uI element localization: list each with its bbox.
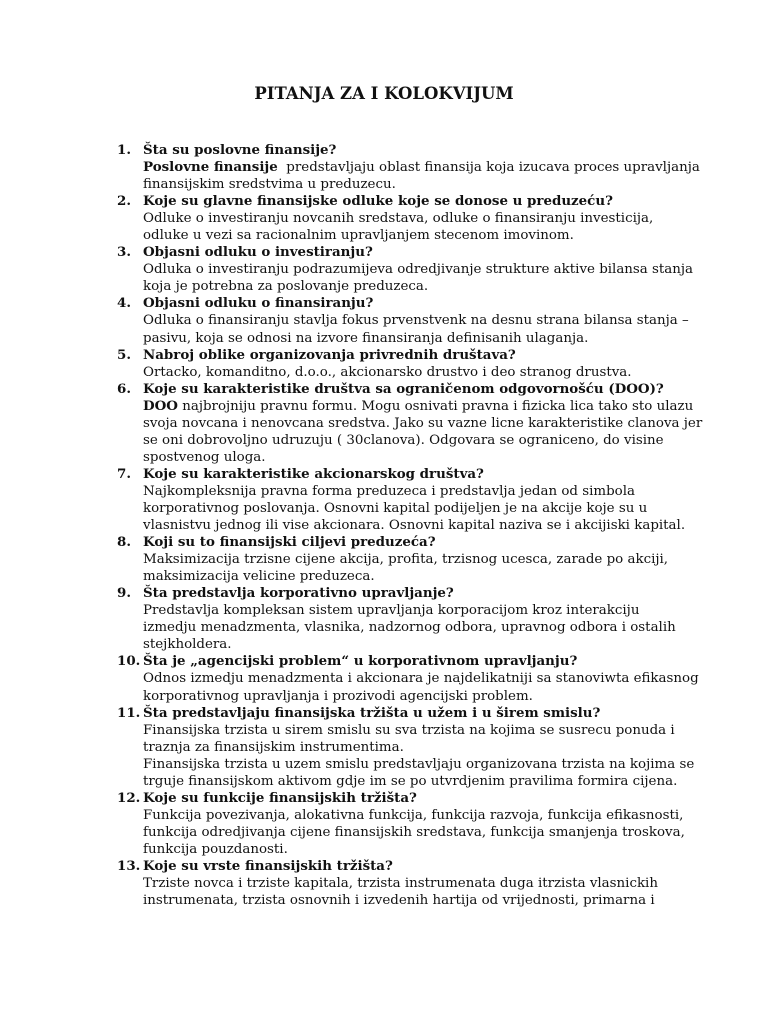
question-item: [0, 381, 768, 466]
question-text: Objasni odluku o investiranju?: [143, 244, 373, 261]
answer-line: maksimizacija velicine preduzeca.: [143, 569, 375, 585]
question-number: 3.: [117, 244, 131, 261]
question-text: Šta su poslovne finansije?: [143, 142, 337, 158]
question-text: Koje su karakteristike akcionarskog društva?: [143, 465, 484, 482]
answer-line: Finansijska trzista u uzem smislu predstavljaju organizovana trzista na kojima se: [143, 756, 695, 772]
question-item: [0, 858, 768, 909]
question-text: Šta predstavlja korporativno upravljanje?: [143, 585, 454, 602]
question-text: Koje su karakteristike društva sa ograničenom odgovornošću (DOO)?: [143, 380, 664, 397]
question-number: 7.: [117, 465, 131, 482]
question-text: Koji su to finansijski ciljevi preduzeća?: [143, 534, 436, 551]
question-item: [0, 347, 768, 381]
question-number: 10.: [117, 653, 141, 670]
question-item: [0, 244, 768, 295]
answer-line: Ortacko, komanditno, d.o.o., akcionarsko drustvo i deo stranog drustva.: [143, 364, 632, 380]
answer-line: spostvenog uloga.: [143, 449, 266, 465]
question-number: 6.: [117, 380, 131, 397]
question-list: [0, 142, 768, 909]
answer-line: Maksimizacija trzisne cijene akcija, profita, trzisnog ucesca, zarade po akciji,: [143, 552, 669, 568]
answer-text: predstavljaju oblast finansija koja izucava proces upravljanja: [277, 160, 700, 176]
question-item: [0, 193, 768, 244]
question-item: [0, 466, 768, 534]
answer-line: vlasnistvu jednog ili vise akcionara. Osnovni kapital naziva se i akcijiski kapital.: [143, 518, 686, 534]
answer-line: traznja za finansijskim instrumentima.: [143, 739, 404, 755]
question-number: 4.: [117, 295, 131, 312]
question-number: 9.: [117, 585, 131, 602]
question-text: Šta predstavljaju finansijska tržišta u užem i u širem smislu?: [143, 704, 601, 721]
answer-line: Odluka o investiranju podrazumijeva odredjivanje strukture aktive bilansa stanja: [143, 262, 694, 278]
answer-text: najbrojniju pravnu formu. Mogu osnivati pravna i fizicka lica tako sto ulazu: [177, 398, 694, 414]
document-title: PITANJA ZA I KOLOKVIJUM: [254, 84, 514, 103]
answer-line: svoja novcana i nenovcana sredstva. Jako su vazne licne karakteristike clanova jer: [143, 415, 703, 431]
question-text: Koje su vrste finansijskih tržišta?: [143, 857, 393, 874]
answer-line: korporativnog upravljanja i prozivodi agencijski problem.: [143, 688, 533, 704]
answer-line: se oni dobrovoljno udruzuju ( 30clanova). Odgovara se ograniceno, do visine: [143, 432, 664, 448]
answer-line: [143, 159, 700, 176]
question-number: 11.: [117, 704, 141, 721]
answer-line: Odnos izmedju menadzmenta i akcionara je najdelikatniji sa stanoviwta efikasnog: [143, 671, 699, 687]
answer-line: izmedju menadzmenta, vlasnika, nadzornog odbora, upravnog odbora i ostalih: [143, 620, 676, 636]
answer-line: finansijskim sredstvima u preduzecu.: [143, 177, 396, 193]
question-number: 5.: [117, 346, 131, 363]
question-text: Šta je „agencijski problem“ u korporativnom upravljanju?: [143, 653, 578, 670]
question-item: [0, 295, 768, 346]
question-number: 2.: [117, 193, 131, 210]
answer-line: Funkcija povezivanja, alokativna funkcija, funkcija razvoja, funkcija efikasnosti,: [143, 807, 684, 823]
question-item: [0, 534, 768, 585]
question-item: [0, 705, 768, 790]
answer-line: Predstavlja kompleksan sistem upravljanja korporacijom kroz interakciju: [143, 603, 640, 619]
answer-line: Najkompleksnija pravna forma preduzeca i predstavlja jedan od simbola: [143, 483, 635, 499]
question-item: [0, 585, 768, 653]
question-item: [0, 790, 768, 858]
answer-line: korporativnog poslovanja. Osnovni kapital podijeljen je na akcije koje su u: [143, 500, 648, 516]
question-number: 8.: [117, 534, 131, 551]
question-text: Koje su funkcije finansijskih tržišta?: [143, 789, 417, 806]
answer-lead-term: Poslovne finansije: [143, 159, 278, 176]
question-text: Koje su glavne finansijske odluke koje se donose u preduzeću?: [143, 193, 613, 210]
question-number: 13.: [117, 857, 141, 874]
answer-line: [143, 397, 694, 415]
answer-line: Trziste novca i trziste kapitala, trzista instrumenata duga itrzista vlasnickih: [143, 876, 658, 892]
answer-line: Odluka o finansiranju stavlja fokus prvenstvenk na desnu strana bilansa stanja –: [143, 313, 689, 329]
question-item: [0, 653, 768, 704]
answer-line: koja je potrebna za poslovanje preduzeca.: [143, 279, 429, 295]
answer-line: funkcija odredjivanja cijene finansijskih sredstava, funkcija smanjenja troskova,: [143, 824, 685, 840]
answer-line: funkcija pouzdanosti.: [143, 841, 288, 857]
answer-line: Finansijska trzista u sirem smislu su sva trzista na kojima se susrecu ponuda i: [143, 722, 675, 738]
question-number: 12.: [117, 789, 141, 806]
question-text: Objasni odluku o finansiranju?: [143, 295, 374, 312]
answer-line: trguje finansijskom aktivom gdje im se po utvrdjenim pravilima formira cijena.: [143, 773, 678, 789]
answer-line: Odluke o investiranju novcanih sredstava, odluke o finansiranju investicija,: [143, 211, 654, 227]
answer-line: instrumenata, trzista osnovnih i izvedenih hartija od vrijednosti, primarna i: [143, 893, 655, 909]
answer-lead-term: DOO: [143, 397, 178, 414]
answer-line: odluke u vezi sa racionalnim upravljanjem stecenom imovinom.: [143, 228, 574, 244]
question-text: Nabroj oblike organizovanja privrednih društava?: [143, 346, 516, 363]
answer-line: pasivu, koja se odnosi na izvore finansiranja definisanih ulaganja.: [143, 330, 589, 346]
question-item: [0, 142, 768, 193]
answer-line: stejkholdera.: [143, 637, 232, 653]
question-number: 1.: [117, 142, 131, 158]
